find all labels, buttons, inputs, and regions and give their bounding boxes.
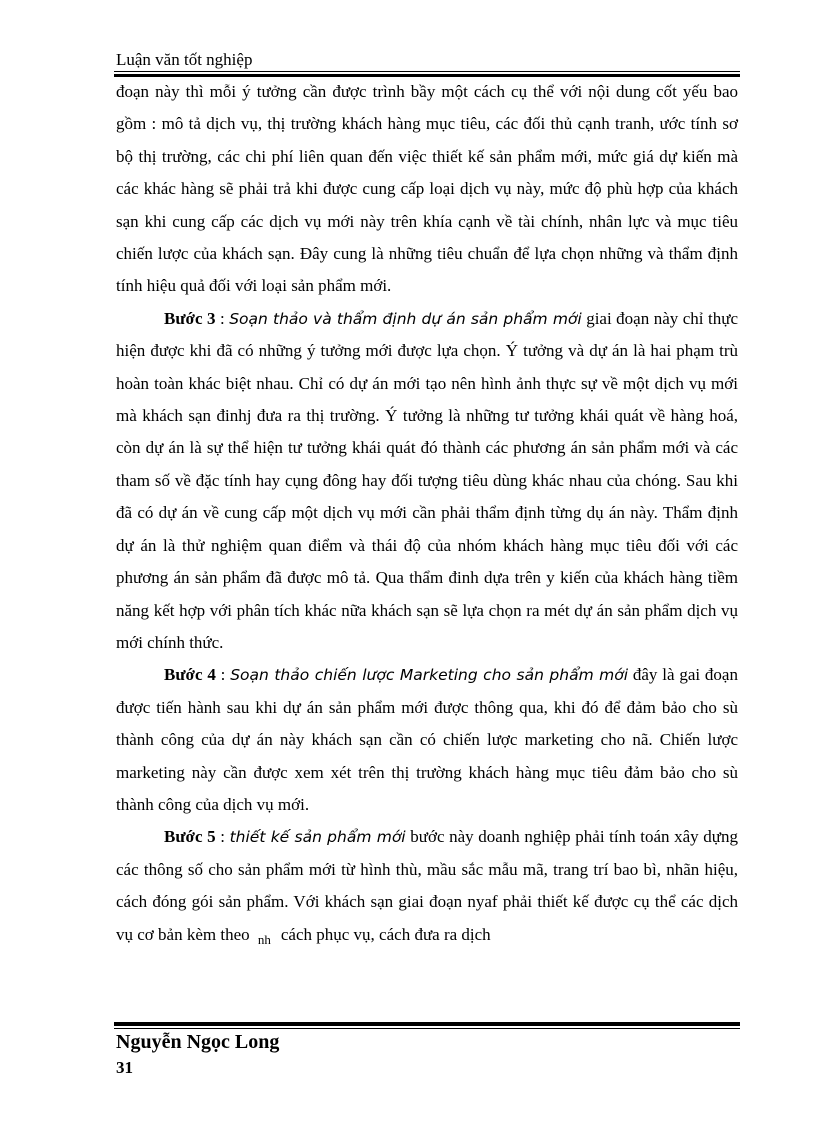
paragraph-step-3 xyxy=(116,303,738,659)
step-5-label: Bước 5 xyxy=(164,827,216,847)
page-number: 31 xyxy=(116,1058,133,1077)
header-title: Luận văn tốt nghiệp xyxy=(116,50,253,69)
step-5-text-a: bước này doanh nghiệp phải tính toán xây dựng các thông số cho sản phẩm mới từ hình thù, mầu sắc mẫu mã, trang trí bao bì, nhãn hiệu, cách đóng gói sản phẩm. Với khách sạn giai đoạn nyaf phải thiết kế được cụ thể các dịch vụ cơ bản kèm theo xyxy=(116,827,738,944)
step-3-label: Bước 3 xyxy=(164,308,216,328)
footer-rule-thin xyxy=(114,1028,740,1029)
step-3-title: Soạn thảo và thẩm định dự án sản phẩm mới xyxy=(229,309,582,328)
step-4-text: đây là gai đoạn được tiến hành sau khi dự án sản phẩm mới được thông qua, khi đó để đảm bảo cho sù thành công của dự án này khách sạn cần có chiến lược marketing cho nã. Chiến lược marketing này cần được xem xét trên thị trường khách hàng mục tiêu đảm bảo cho sù thành công của dịch vụ mới. xyxy=(116,665,738,814)
step-5-separator: : xyxy=(215,827,230,847)
step-4-separator: : xyxy=(215,665,231,685)
header-rule-thin xyxy=(114,71,740,72)
step-4-title: Soạn thảo chiến lược Marketing cho sản phẩm mới xyxy=(230,666,629,685)
body-text xyxy=(116,76,738,956)
step-4-label: Bước 4 xyxy=(164,665,216,685)
paragraph-continuation: đoạn này thì mỗi ý tưởng cần được trình bầy một cách cụ thể với nội dung cốt yếu bao gồm : mô tả dịch vụ, thị trường khách hàng mục tiêu, các đối thủ cạnh tranh, ước tính sơ bộ thị trường, các chi phí liên quan đến việc thiết kế sản phẩm mới, mức giá dự kiến mà các khác hàng sẽ phải trả khi được cung cấp loại dịch vụ này, mức độ phù hợp của khách sạn khi cung cấp các dịch vụ mới này trên khía cạnh về tài chính, nhân lực và mục tiêu chiến lược của khách sạn. Đây cung là những tiêu chuẩn để lựa chọn những và thẩm định tính hiệu quả đối với loại sản phẩm mới. xyxy=(116,82,738,296)
step-5-text-b: cách phục vụ, cách đưa ra dịch xyxy=(280,924,491,944)
step-3-text: giai đoạn này chỉ thực hiện được khi đã có những ý tưởng mới được lựa chọn. Ý tưởng và dự án là hai phạm trù hoàn toàn khác biệt nhau. Chỉ có dự án mới tạo nên hình ảnh thực sự về một dịch vụ mới mà khách sạn đinhj đưa ra thị trường. Ý tưởng là những tư tưởng khái quát về hàng hoá, còn dự án là sự thể hiện tư tưởng khái quát đó thành các phương án sản phẩm mới và các tham số về đặc tính hay cụng đông hay đối tượng tiêu dùng khác nhau của chóng. Sau khi đã có dự án về cung cấp một dịch vụ mới cần phải thẩm định từng dụ án này. Thẩm định dự án là thử nghiệm quan điểm và thái độ của nhóm khách hàng mục tiêu đối với các phương án sản phẩm đã được mô tả. Qua thẩm đinh dựa trên y kiến của khách hàng tiềm năng kết hợp với phân tích khác nữa khách sạn sẽ lựa chọn ra mét dự án sản phẩm dịch vụ mới chính thức. xyxy=(116,308,738,652)
paragraph-step-4 xyxy=(116,659,738,821)
footer-rule-thick xyxy=(114,1022,740,1026)
paragraph-step-5 xyxy=(116,821,738,956)
step-3-separator: : xyxy=(215,308,230,328)
step-5-title: thiết kế sản phẩm mới xyxy=(229,828,406,847)
footer-author: Nguyễn Ngọc Long xyxy=(116,1031,280,1053)
step-5-note: nh xyxy=(257,931,271,947)
